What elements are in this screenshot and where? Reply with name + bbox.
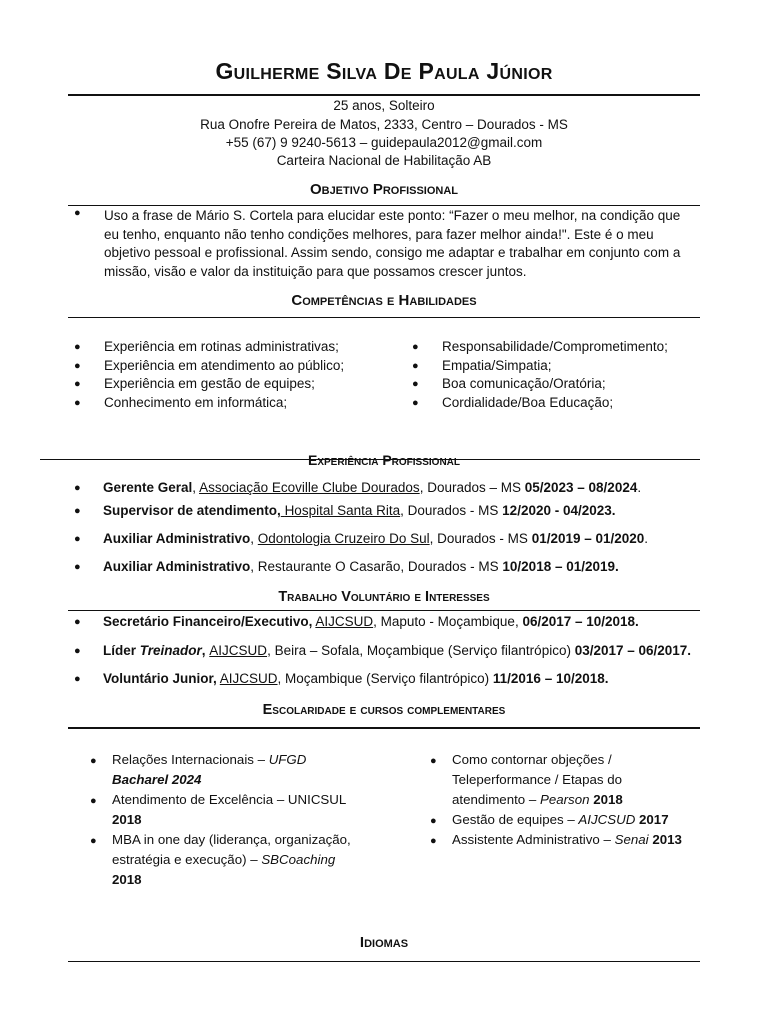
experience-item (74, 530, 648, 548)
education-item (428, 750, 718, 810)
candidate-name: Guilherme Silva De Paula Júnior (215, 58, 553, 84)
volunteer-title: Trabalho Voluntário e Interesses (278, 589, 490, 605)
list-item: ● Conhecimento em informática; (70, 394, 390, 413)
education-right-list (428, 750, 718, 850)
experience-item (74, 502, 616, 520)
job-period: 12/2020 - 04/2023. (502, 503, 616, 518)
bullet-icon: ● (74, 207, 81, 219)
list-item: ● Cordialidade/Boa Educação; (408, 394, 708, 413)
job-role: Auxiliar Administrativo (103, 531, 251, 546)
bullet-icon: ● (74, 645, 81, 657)
skills-right-list (408, 338, 708, 412)
course-name-cont: estratégia e execução) – (112, 852, 262, 867)
languages-title: Idiomas (359, 934, 409, 951)
contact-license: Carteira Nacional de Habilitação AB (276, 153, 492, 168)
institution: Pearson (539, 792, 590, 807)
punctuation: . (644, 531, 649, 546)
bullet-icon: ● (74, 482, 81, 494)
institution: SBCoaching (261, 852, 336, 867)
volunteer-place: , Moçambique (Serviço filantrópico) (277, 671, 493, 686)
list-item: ● Experiência em rotinas administrativas; (70, 338, 390, 357)
objective-block (70, 207, 710, 281)
job-org: Associação Ecoville Clube Dourados (199, 480, 420, 495)
volunteer-period: 03/2017 – 06/2017. (574, 643, 692, 658)
course-year: 2018 (112, 812, 142, 827)
education-left-list (88, 750, 388, 890)
course-name-cont: Teleperformance / Etapas do (452, 772, 623, 787)
job-org: Hospital Santa Rita (284, 503, 401, 518)
volunteer-org: AIJCSUD (219, 671, 278, 686)
experience-item (74, 558, 619, 576)
education-title: Escolaridade e cursos complementares (262, 702, 506, 718)
institution: AIJCSUD (578, 812, 636, 827)
job-place: Restaurante O Casarão, Dourados - MS (257, 559, 503, 574)
objective-line: Uso a frase de Mário S. Cortela para elucidar este ponto: “Fazer o meu melhor, na condição que (104, 208, 681, 223)
separator: , (192, 480, 200, 495)
volunteer-item (74, 613, 639, 631)
course-name: Como contornar objeções / (452, 752, 612, 767)
objective-line: eu tenho, enquanto não tenho condições melhores, para fazer melhor ainda!". Este é o meu (104, 226, 654, 242)
bullet-icon: ● (74, 561, 81, 573)
volunteer-item (74, 642, 691, 660)
job-period: 10/2018 – 01/2019. (502, 559, 619, 574)
bullet-icon: ● (74, 533, 81, 545)
job-role: Supervisor de atendimento, (103, 503, 281, 518)
volunteer-item (74, 670, 609, 688)
volunteer-role: Voluntário Junior, (103, 671, 217, 686)
volunteer-role: Líder (103, 643, 140, 658)
volunteer-role-italic: Treinador (139, 643, 202, 658)
skills-divider (68, 317, 700, 318)
objective-line: missão, visão e valor da instituição para que possamos crescer juntos. (104, 263, 527, 279)
course-year: 2018 (593, 792, 623, 807)
bullet-icon: ● (74, 616, 81, 628)
course-name: Atendimento de Excelência – UNICSUL (112, 792, 347, 807)
volunteer-org: AIJCSUD (315, 614, 374, 629)
course-name-cont: atendimento – (452, 792, 540, 807)
education-divider (68, 727, 700, 729)
languages-divider (68, 961, 700, 962)
job-place: , Dourados - MS (429, 531, 532, 546)
objective-divider (68, 205, 700, 206)
list-item: ● Empatia/Simpatia; (408, 357, 708, 376)
contact-address: Rua Onofre Pereira de Matos, 2333, Centro – Dourados - MS (200, 117, 568, 132)
job-role: Auxiliar Administrativo (103, 559, 251, 574)
skills-left-list (70, 338, 390, 412)
objective-title: Objetivo Profissional (309, 181, 459, 198)
separator: , (201, 643, 210, 658)
separator: , (250, 531, 258, 546)
volunteer-place: , Beira – Sofala, Moçambique (Serviço filantrópico) (267, 643, 575, 658)
list-item: ● Boa comunicação/Oratória; (408, 375, 708, 394)
header-divider (68, 94, 700, 96)
bullet-icon: ● (74, 673, 81, 685)
course-name: Gestão de equipes – (452, 812, 579, 827)
volunteer-place: , Maputo - Moçambique, (373, 614, 523, 629)
experience-title: Experiência Profissional (307, 452, 461, 468)
job-period: 05/2023 – 08/2024 (524, 480, 638, 495)
education-item (428, 830, 718, 850)
job-place: , Dourados – MS (419, 480, 525, 495)
job-period: 01/2019 – 01/2020 (531, 531, 645, 546)
course-year: 2018 (112, 872, 142, 887)
course-name: Assistente Administrativo – (452, 832, 615, 847)
job-org: Odontologia Cruzeiro Do Sul (257, 531, 430, 546)
volunteer-org: AIJCSUD (209, 643, 268, 658)
job-place: , Dourados - MS (400, 503, 503, 518)
course-year: 2017 (639, 812, 669, 827)
education-item (88, 790, 388, 830)
separator: , (250, 559, 258, 574)
objective-text (70, 207, 710, 281)
list-item: ● Experiência em gestão de equipes; (70, 375, 390, 394)
institution: UFGD (268, 752, 307, 767)
volunteer-period: 06/2017 – 10/2018. (522, 614, 639, 629)
contact-age: 25 anos, Solteiro (333, 98, 435, 113)
list-item: ● Experiência em atendimento ao público; (70, 357, 390, 376)
contact-phone-email: +55 (67) 9 9240-5613 – guidepaula2012@gmail.com (225, 135, 543, 150)
volunteer-divider (68, 610, 700, 611)
punctuation: . (637, 480, 642, 495)
education-item (428, 810, 718, 830)
volunteer-period: 11/2016 – 10/2018. (492, 671, 609, 686)
degree: Bacharel 2024 (112, 772, 202, 787)
volunteer-role: Secretário Financeiro/Executivo, (103, 614, 313, 629)
objective-line: objetivo pessoal e profissional. Assim sendo, consigo me adaptar e trabalhar em conjunto com a (104, 245, 681, 260)
course-year: 2013 (652, 832, 682, 847)
education-item (88, 750, 388, 790)
course-name: Relações Internacionais – (112, 752, 269, 767)
bullet-icon: ● (74, 505, 81, 517)
course-name: MBA in one day (liderança, organização, (112, 832, 351, 847)
list-item: ● Responsabilidade/Comprometimento; (408, 338, 708, 357)
institution: Senai (614, 832, 649, 847)
experience-item (74, 479, 641, 497)
education-item (88, 830, 388, 890)
skills-title: Competências e Habilidades (291, 292, 477, 309)
job-role: Gerente Geral (103, 480, 193, 495)
